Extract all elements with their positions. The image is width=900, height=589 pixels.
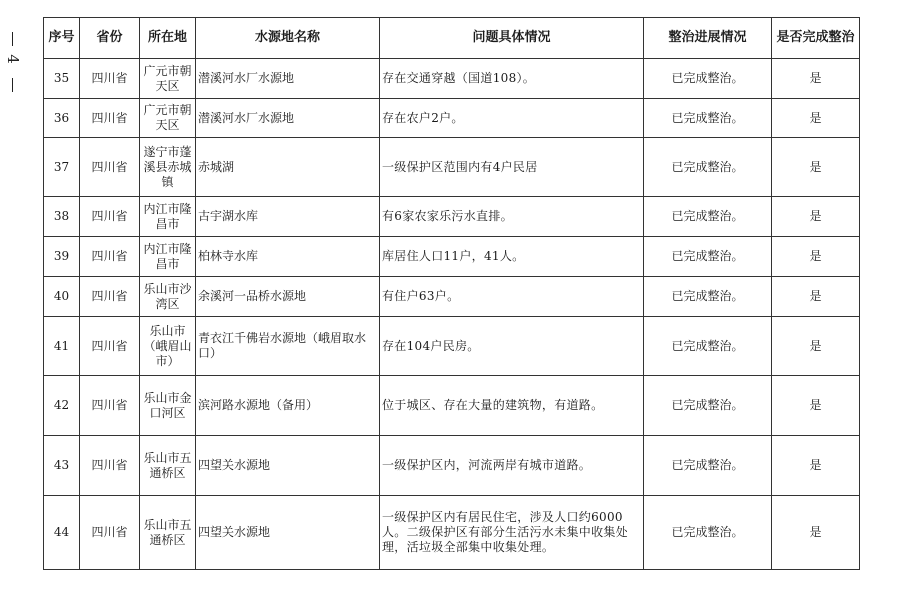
- cell-source: 四望关水源地: [196, 496, 380, 570]
- cell-source: 赤城湖: [196, 138, 380, 197]
- cell-location: 遂宁市蓬溪县赤城镇: [140, 138, 196, 197]
- cell-no: 35: [44, 59, 80, 99]
- cell-source: 柏林寺水库: [196, 237, 380, 277]
- cell-issue: 一级保护区内，河流两岸有城市道路。: [380, 436, 644, 496]
- header-source: 水源地名称: [196, 18, 380, 59]
- cell-no: 39: [44, 237, 80, 277]
- page-number-value: 4: [4, 54, 22, 64]
- cell-location: 内江市隆昌市: [140, 197, 196, 237]
- cell-done: 是: [772, 237, 860, 277]
- cell-province: 四川省: [80, 376, 140, 436]
- cell-location: 乐山市五通桥区: [140, 496, 196, 570]
- cell-issue: 有住户63户。: [380, 277, 644, 317]
- cell-source: 滨河路水源地（备用）: [196, 376, 380, 436]
- cell-issue: 库居住人口11户，41人。: [380, 237, 644, 277]
- table-row: [44, 138, 860, 197]
- cell-location: 广元市朝天区: [140, 99, 196, 138]
- cell-progress: 已完成整治。: [644, 197, 772, 237]
- table-row: [44, 496, 860, 570]
- table-row: [44, 436, 860, 496]
- cell-issue: 有6家农家乐污水直排。: [380, 197, 644, 237]
- cell-source: 潜溪河水厂水源地: [196, 99, 380, 138]
- cell-no: 37: [44, 138, 80, 197]
- cell-location: 乐山市五通桥区: [140, 436, 196, 496]
- cell-done: 是: [772, 59, 860, 99]
- cell-source: 余溪河一品桥水源地: [196, 277, 380, 317]
- table-header-row: [44, 18, 860, 59]
- cell-done: 是: [772, 376, 860, 436]
- table-row: [44, 59, 860, 99]
- cell-province: 四川省: [80, 138, 140, 197]
- cell-location: 内江市隆昌市: [140, 237, 196, 277]
- cell-issue: 存在农户2户。: [380, 99, 644, 138]
- cell-progress: 已完成整治。: [644, 59, 772, 99]
- cell-progress: 已完成整治。: [644, 376, 772, 436]
- cell-province: 四川省: [80, 237, 140, 277]
- cell-progress: 已完成整治。: [644, 237, 772, 277]
- table-row: [44, 317, 860, 376]
- table-row: [44, 197, 860, 237]
- header-progress: 整治进展情况: [644, 18, 772, 59]
- cell-done: 是: [772, 277, 860, 317]
- cell-province: 四川省: [80, 496, 140, 570]
- cell-no: 40: [44, 277, 80, 317]
- cell-done: 是: [772, 99, 860, 138]
- cell-progress: 已完成整治。: [644, 436, 772, 496]
- cell-location: 乐山市（峨眉山市）: [140, 317, 196, 376]
- cell-province: 四川省: [80, 277, 140, 317]
- water-source-table: [43, 17, 860, 570]
- table-row: [44, 277, 860, 317]
- cell-province: 四川省: [80, 99, 140, 138]
- cell-no: 42: [44, 376, 80, 436]
- cell-done: 是: [772, 138, 860, 197]
- cell-source: 四望关水源地: [196, 436, 380, 496]
- header-location: 所在地: [140, 18, 196, 59]
- cell-progress: 已完成整治。: [644, 277, 772, 317]
- table-row: [44, 376, 860, 436]
- cell-done: 是: [772, 496, 860, 570]
- cell-done: 是: [772, 436, 860, 496]
- cell-province: 四川省: [80, 59, 140, 99]
- cell-no: 44: [44, 496, 80, 570]
- cell-progress: 已完成整治。: [644, 99, 772, 138]
- table-row: [44, 237, 860, 277]
- header-issue: 问题具体情况: [380, 18, 644, 59]
- cell-no: 36: [44, 99, 80, 138]
- cell-issue: 存在104户民房。: [380, 317, 644, 376]
- cell-done: 是: [772, 197, 860, 237]
- cell-location: 乐山市金口河区: [140, 376, 196, 436]
- header-done: 是否完成整治: [772, 18, 860, 59]
- cell-issue: 一级保护区范围内有4户民居: [380, 138, 644, 197]
- header-province: 省份: [80, 18, 140, 59]
- cell-location: 乐山市沙湾区: [140, 277, 196, 317]
- page-number-dash: [12, 32, 13, 46]
- cell-province: 四川省: [80, 436, 140, 496]
- cell-no: 41: [44, 317, 80, 376]
- cell-no: 43: [44, 436, 80, 496]
- cell-issue: 存在交通穿越（国道108）。: [380, 59, 644, 99]
- page-number: [2, 32, 26, 102]
- table-row: [44, 99, 860, 138]
- cell-progress: 已完成整治。: [644, 317, 772, 376]
- cell-issue: 一级保护区内有居民住宅，涉及人口约6000人。二级保护区有部分生活污水未集中收集处理，活垃圾全部集中收集处理。: [380, 496, 644, 570]
- page-number-dash: [12, 78, 13, 92]
- cell-issue: 位于城区、存在大量的建筑物，有道路。: [380, 376, 644, 436]
- cell-province: 四川省: [80, 317, 140, 376]
- cell-done: 是: [772, 317, 860, 376]
- header-no: 序号: [44, 18, 80, 59]
- cell-location: 广元市朝天区: [140, 59, 196, 99]
- cell-progress: 已完成整治。: [644, 138, 772, 197]
- cell-no: 38: [44, 197, 80, 237]
- cell-progress: 已完成整治。: [644, 496, 772, 570]
- cell-province: 四川省: [80, 197, 140, 237]
- cell-source: 青衣江千佛岩水源地（峨眉取水口）: [196, 317, 380, 376]
- cell-source: 潜溪河水厂水源地: [196, 59, 380, 99]
- cell-source: 古宇湖水库: [196, 197, 380, 237]
